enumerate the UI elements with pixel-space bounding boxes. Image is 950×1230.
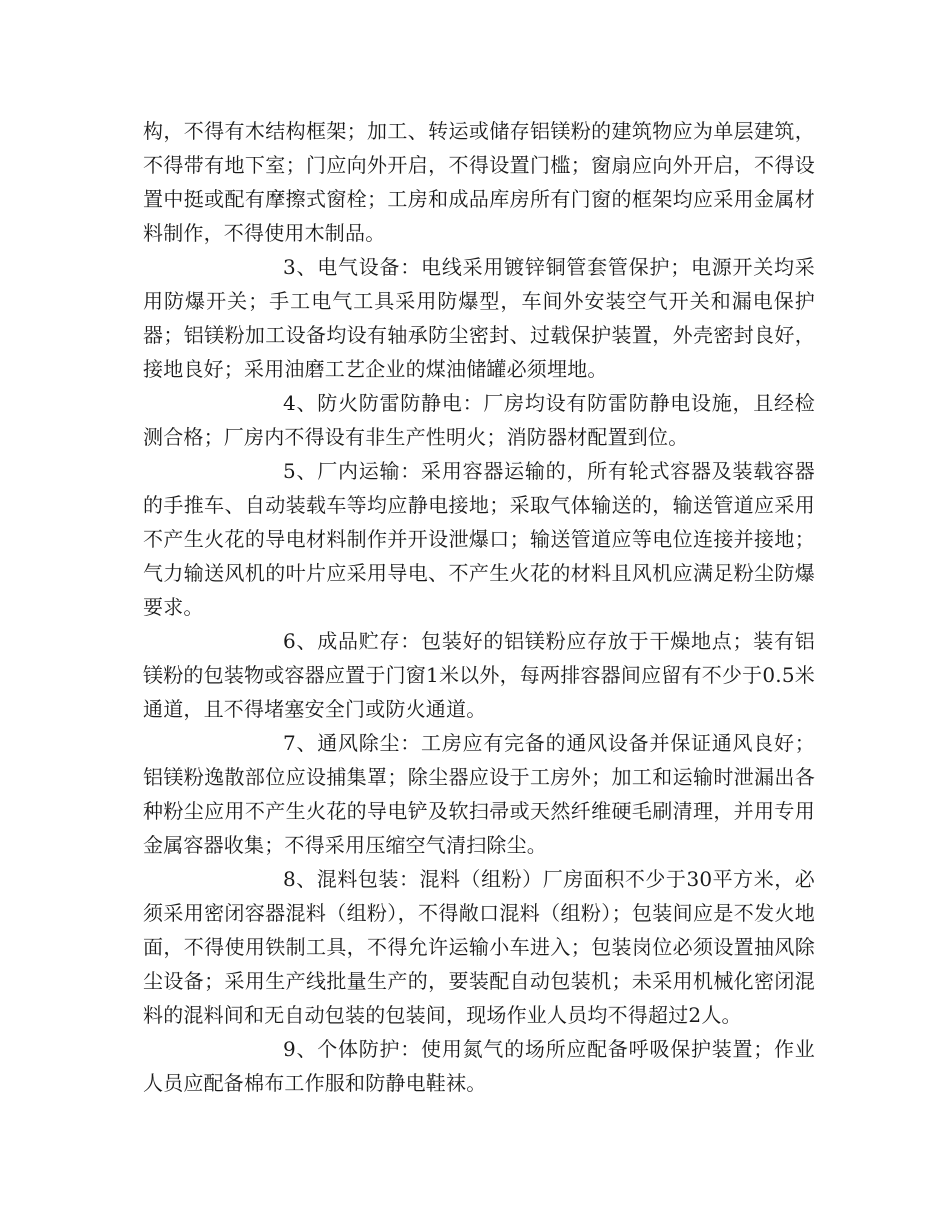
paragraph-building-structure: 构，不得有木结构框架；加工、转运或储存铝镁粉的建筑物应为单层建筑，不得带有地下室；门应向外开启，不得设置门槛；窗扇应向外开启，不得设置中挺或配有摩擦式窗栓；工房和成品库房所有门窗的框架均应采用金属材料制作，不得使用木制品。 (143, 119, 815, 245)
paragraph-electrical-equipment: 3、电气设备：电线采用镀锌铜管套管保护；电源开关均采用防爆开关；手工电气工具采用防爆型，车间外安装空气开关和漏电保护器；铝镁粉加工设备均设有轴承防尘密封、过载保护装置，外壳密封良好，接地良好；采用油磨工艺企业的煤油储罐必须埋地。 (143, 255, 815, 381)
document-body (143, 114, 815, 1100)
paragraph-ventilation-dust: 7、通风除尘：工房应有完备的通风设备并保证通风良好；铝镁粉逸散部位应设捕集罩；除尘器应设于工房外；加工和运输时泄漏出各种粉尘应用不产生火花的导电铲及软扫帚或天然纤维硬毛刷清理，并用专用金属容器收集；不得采用压缩空气清扫除尘。 (143, 731, 815, 857)
paragraph-mixing-packaging: 8、混料包装：混料（组粉）厂房面积不少于30平方米，必须采用密闭容器混料（组粉），不得敞口混料（组粉）；包装间应是不发火地面，不得使用铁制工具，不得允许运输小车进入；包装岗位必须设置抽风除尘设备；采用生产线批量生产的，要装配自动包装机；未采用机械化密闭混料的混料间和无自动包装的包装间，现场作业人员均不得超过2人。 (143, 867, 815, 1027)
paragraph-plant-transport: 5、厂内运输：采用容器运输的，所有轮式容器及装载容器的手推车、自动装载车等均应静电接地；采取气体输送的，输送管道应采用不产生火花的导电材料制作并开设泄爆口；输送管道应等电位连接并接地；气力输送风机的叶片应采用导电、不产生火花的材料且风机应满足粉尘防爆要求。 (143, 459, 815, 619)
paragraph-product-storage: 6、成品贮存：包装好的铝镁粉应存放于干燥地点；装有铝镁粉的包装物或容器应置于门窗1米以外，每两排容器间应留有不少于0.5米通道，且不得堵塞安全门或防火通道。 (143, 629, 815, 721)
paragraph-fire-lightning-static: 4、防火防雷防静电：厂房均设有防雷防静电设施，且经检测合格；厂房内不得设有非生产性明火；消防器材配置到位。 (143, 391, 815, 449)
paragraph-personal-protection: 9、个体防护：使用氮气的场所应配备呼吸保护装置；作业人员应配备棉布工作服和防静电鞋袜。 (143, 1037, 815, 1095)
